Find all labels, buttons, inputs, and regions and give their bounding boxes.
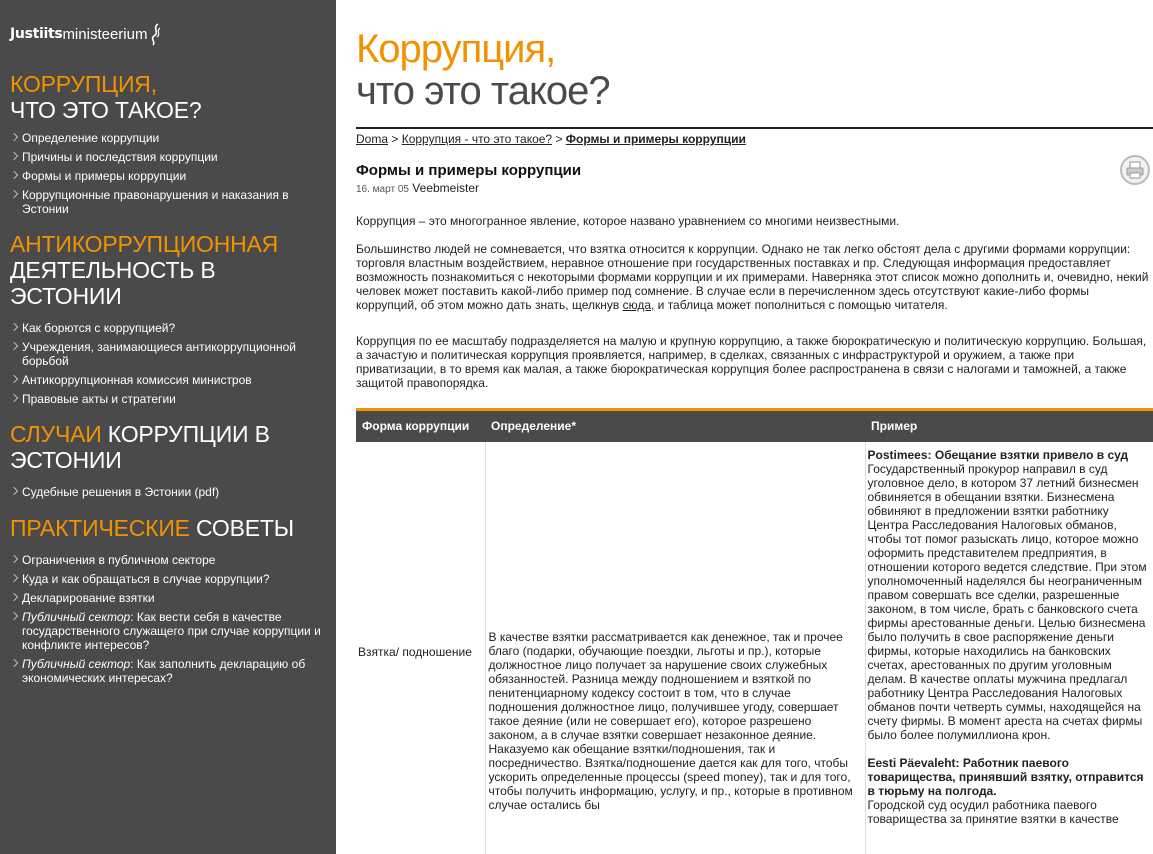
item-em: Публичный сектор [22,610,131,624]
sidebar-section-head-anticorruption[interactable] [10,231,310,309]
section-head-orange: ПРАКТИЧЕСКИЕ [10,515,190,541]
item-rest: : Как заполнить декларацию об экономических интересах? [22,657,306,685]
breadcrumb-current[interactable]: Формы и примеры коррупции [565,132,746,146]
main-content [356,0,1153,854]
example-2-body: Городской суд осудил работника паевого товарищества за принятие взятки в качестве [867,797,1119,826]
sidebar-item-restrictions[interactable]: Ограничения в публичном секторе [10,553,328,567]
item-em: Публичный сектор [22,657,131,671]
sidebar-item-commission[interactable]: Антикоррупционная комиссия министров [10,373,328,387]
table-row [356,442,1153,854]
feedback-link[interactable]: сюда, [622,298,655,312]
section-head-orange: КОРРУПЦИЯ, [10,71,157,97]
breadcrumb-sep: > [388,132,402,146]
section-head-orange: АНТИКОРРУПЦИОННАЯ [10,231,279,257]
article-author: Veebmeister [412,181,479,195]
col-header-form: Форма коррупции [356,410,485,442]
definition-text: В качестве взятки рассматривается как денежное, так и прочее благо (подарки, обучающие поездки, льготы и пр.), которые должностное лицо получает за нарушение своих служебных обязанностей. Разница между подношением и взяткой по пенитенциарному кодексу состоит в том, что в случае подношения должностное лицо, получившее угоду, совершает такое деяние (или не совершает его), которое разрешено законом, а в случае взятки совершает незаконное деяние. Наказуемо как обещание взятки/подношения, так и посредничество. Взятка/подношение дается как для того, чтобы ускорить определенные процессы (speed money), так и для того, чтобы получить информацию, услугу, и пр., которые в противном случае остались бы [488,629,853,812]
item-rest: : Как вести себя в качестве государственного служащего при случае коррупции и конфликте интересов? [22,610,321,652]
article-paragraph-1: Коррупция – это многогранное явление, которое названо уравнением со многими неизвестными. [356,214,900,228]
section-head-white: СОВЕТЫ [196,515,294,541]
ministry-logo[interactable] [10,22,162,46]
sidebar-item-public-sector-declaration[interactable] [10,657,328,685]
sidebar-item-offences[interactable]: Коррупционные правонарушения и наказания в Эстонии [10,188,328,216]
sidebar-item-institutions[interactable]: Учреждения, занимающиеся антикоррупционной борьбой [10,340,328,368]
printer-icon [1122,157,1148,183]
breadcrumb [356,127,1153,146]
cell-example [865,442,1153,854]
sidebar-item-declaring-bribe[interactable]: Декларирование взятки [10,591,328,605]
article-title: Формы и примеры коррупции [356,162,582,179]
logo-brand: Justiits [10,26,63,42]
breadcrumb-parent[interactable]: Коррупция - что это такое? [401,132,553,146]
table-header-row [356,410,1153,442]
sidebar-item-causes[interactable]: Причины и последствия коррупции [10,150,328,164]
print-icon[interactable] [1120,155,1150,185]
sidebar-item-court-decisions[interactable]: Судебные решения в Эстонии (pdf) [10,485,328,499]
sidebar-nav-corruption [10,131,328,221]
sidebar-item-definition[interactable]: Определение коррупции [10,131,328,145]
section-head-white: ЧТО ЭТО ТАКОЕ? [10,97,202,123]
section-head-orange: СЛУЧАИ [10,421,102,447]
p2-text-b: и таблица может пополниться с помощью читателя. [654,298,948,312]
sidebar-nav-cases [10,485,328,504]
sidebar-item-forms[interactable]: Формы и примеры коррупции [10,169,328,183]
corruption-forms-table [356,408,1153,854]
page-title [356,28,610,112]
cell-form: Взятка/ подношение [356,442,485,854]
p2-text-a: Большинство людей не сомневается, что взятка относится к коррупции. Однако не так легко обстоят дела с другими формами коррупции: торговля властным воздействием, неравное отношение при государственных поставках и пр. Следующая информация предоставляет возможность познакомиться с некоторыми формами коррупции и их примерами. Наверняка этот список можно дополнить и, очевидно, некий человек может поставить какой-либо пример под сомнение. В случае если в перечисленном здесь отсутствуют какие-либо формы коррупций, об этом можно дать знать, щелкнув [356,242,1149,312]
col-header-definition: Определение* [485,410,865,442]
article-paragraph-3: Коррупция по ее масштабу подразделяется на малую и крупную коррупцию, а также бюрократическую и политическую коррупцию. Большая, а зачастую и политическая коррупция проявляется, например, в сделках, связанных с инфраструктурой и оружием, а также при приватизации, в то время как малая, а также бюрократическая коррупция более распространена в связи с налогами и таможней, а также защитой правопорядка. [356,334,1147,390]
article-meta [356,181,479,195]
article-paragraph-2 [356,242,1153,312]
article-date: 16. март 05 [356,184,409,195]
example-1-title: Postimees: Обещание взятки привело в суд [867,447,1129,462]
sidebar-nav-anticorruption [10,321,328,411]
page-title-line2: что это такое? [356,69,610,113]
cell-definition [485,442,865,854]
section-head-white: ДЕЯТЕЛЬНОСТЬ В ЭСТОНИИ [10,257,216,309]
section-head-white: КОРРУПЦИИ В ЭСТОНИИ [10,421,270,473]
breadcrumb-home[interactable]: Doma [356,132,389,146]
sidebar-nav-advice [10,553,328,690]
logo-brand-suffix: ministeerium [62,25,148,43]
example-1-body: Государственный прокурор направил в суд уголовное дело, в котором 37 летний бизнесмен обвиняется в обещании взятки. Бизнесмена обвиняют в предложении взятки работнику Центра Расследования Налоговых обманов, чтобы тот помог разыскать лицо, которое можно оформить представителем предприятия, в отношении которого ведется следствие. При этом уполномоченный наделялся бы неограниченным правом совершать все сделки, разрешенные законом, в том числе, брать с банковского счета фирмы арестованные деньги. Целью бизнесмена было получить в свое распоряжение деньги фирмы, которые находились на банковских счетах, арестованных по другим уголовным делам. В качестве оплаты мужчина предлагал работнику Центра Расследования Налоговых обманов почти четверть суммы, находящейся на счету фирмы. В момент ареста на счетах фирмы было более полумиллиона крон. [867,461,1147,742]
sidebar-item-where-report[interactable]: Куда и как обращаться в случае коррупции? [10,572,328,586]
col-header-example: Пример [865,410,1153,442]
logo-mark-icon [150,22,162,46]
sidebar [0,0,336,854]
sidebar-item-how-fight[interactable]: Как борются с коррупцией? [10,321,328,335]
sidebar-item-legal-acts[interactable]: Правовые акты и стратегии [10,392,328,406]
sidebar-section-head-corruption[interactable] [10,71,201,123]
example-2-title: Eesti Päevaleht: Работник паевого товарищества, принявший взятку, отправится в тюрьму на полгода. [867,755,1144,798]
sidebar-section-head-cases[interactable] [10,421,310,473]
breadcrumb-sep: > [552,132,566,146]
sidebar-section-head-advice[interactable] [10,515,328,541]
sidebar-item-public-sector-conduct[interactable] [10,610,328,652]
page-title-line1: Коррупция, [356,27,556,71]
